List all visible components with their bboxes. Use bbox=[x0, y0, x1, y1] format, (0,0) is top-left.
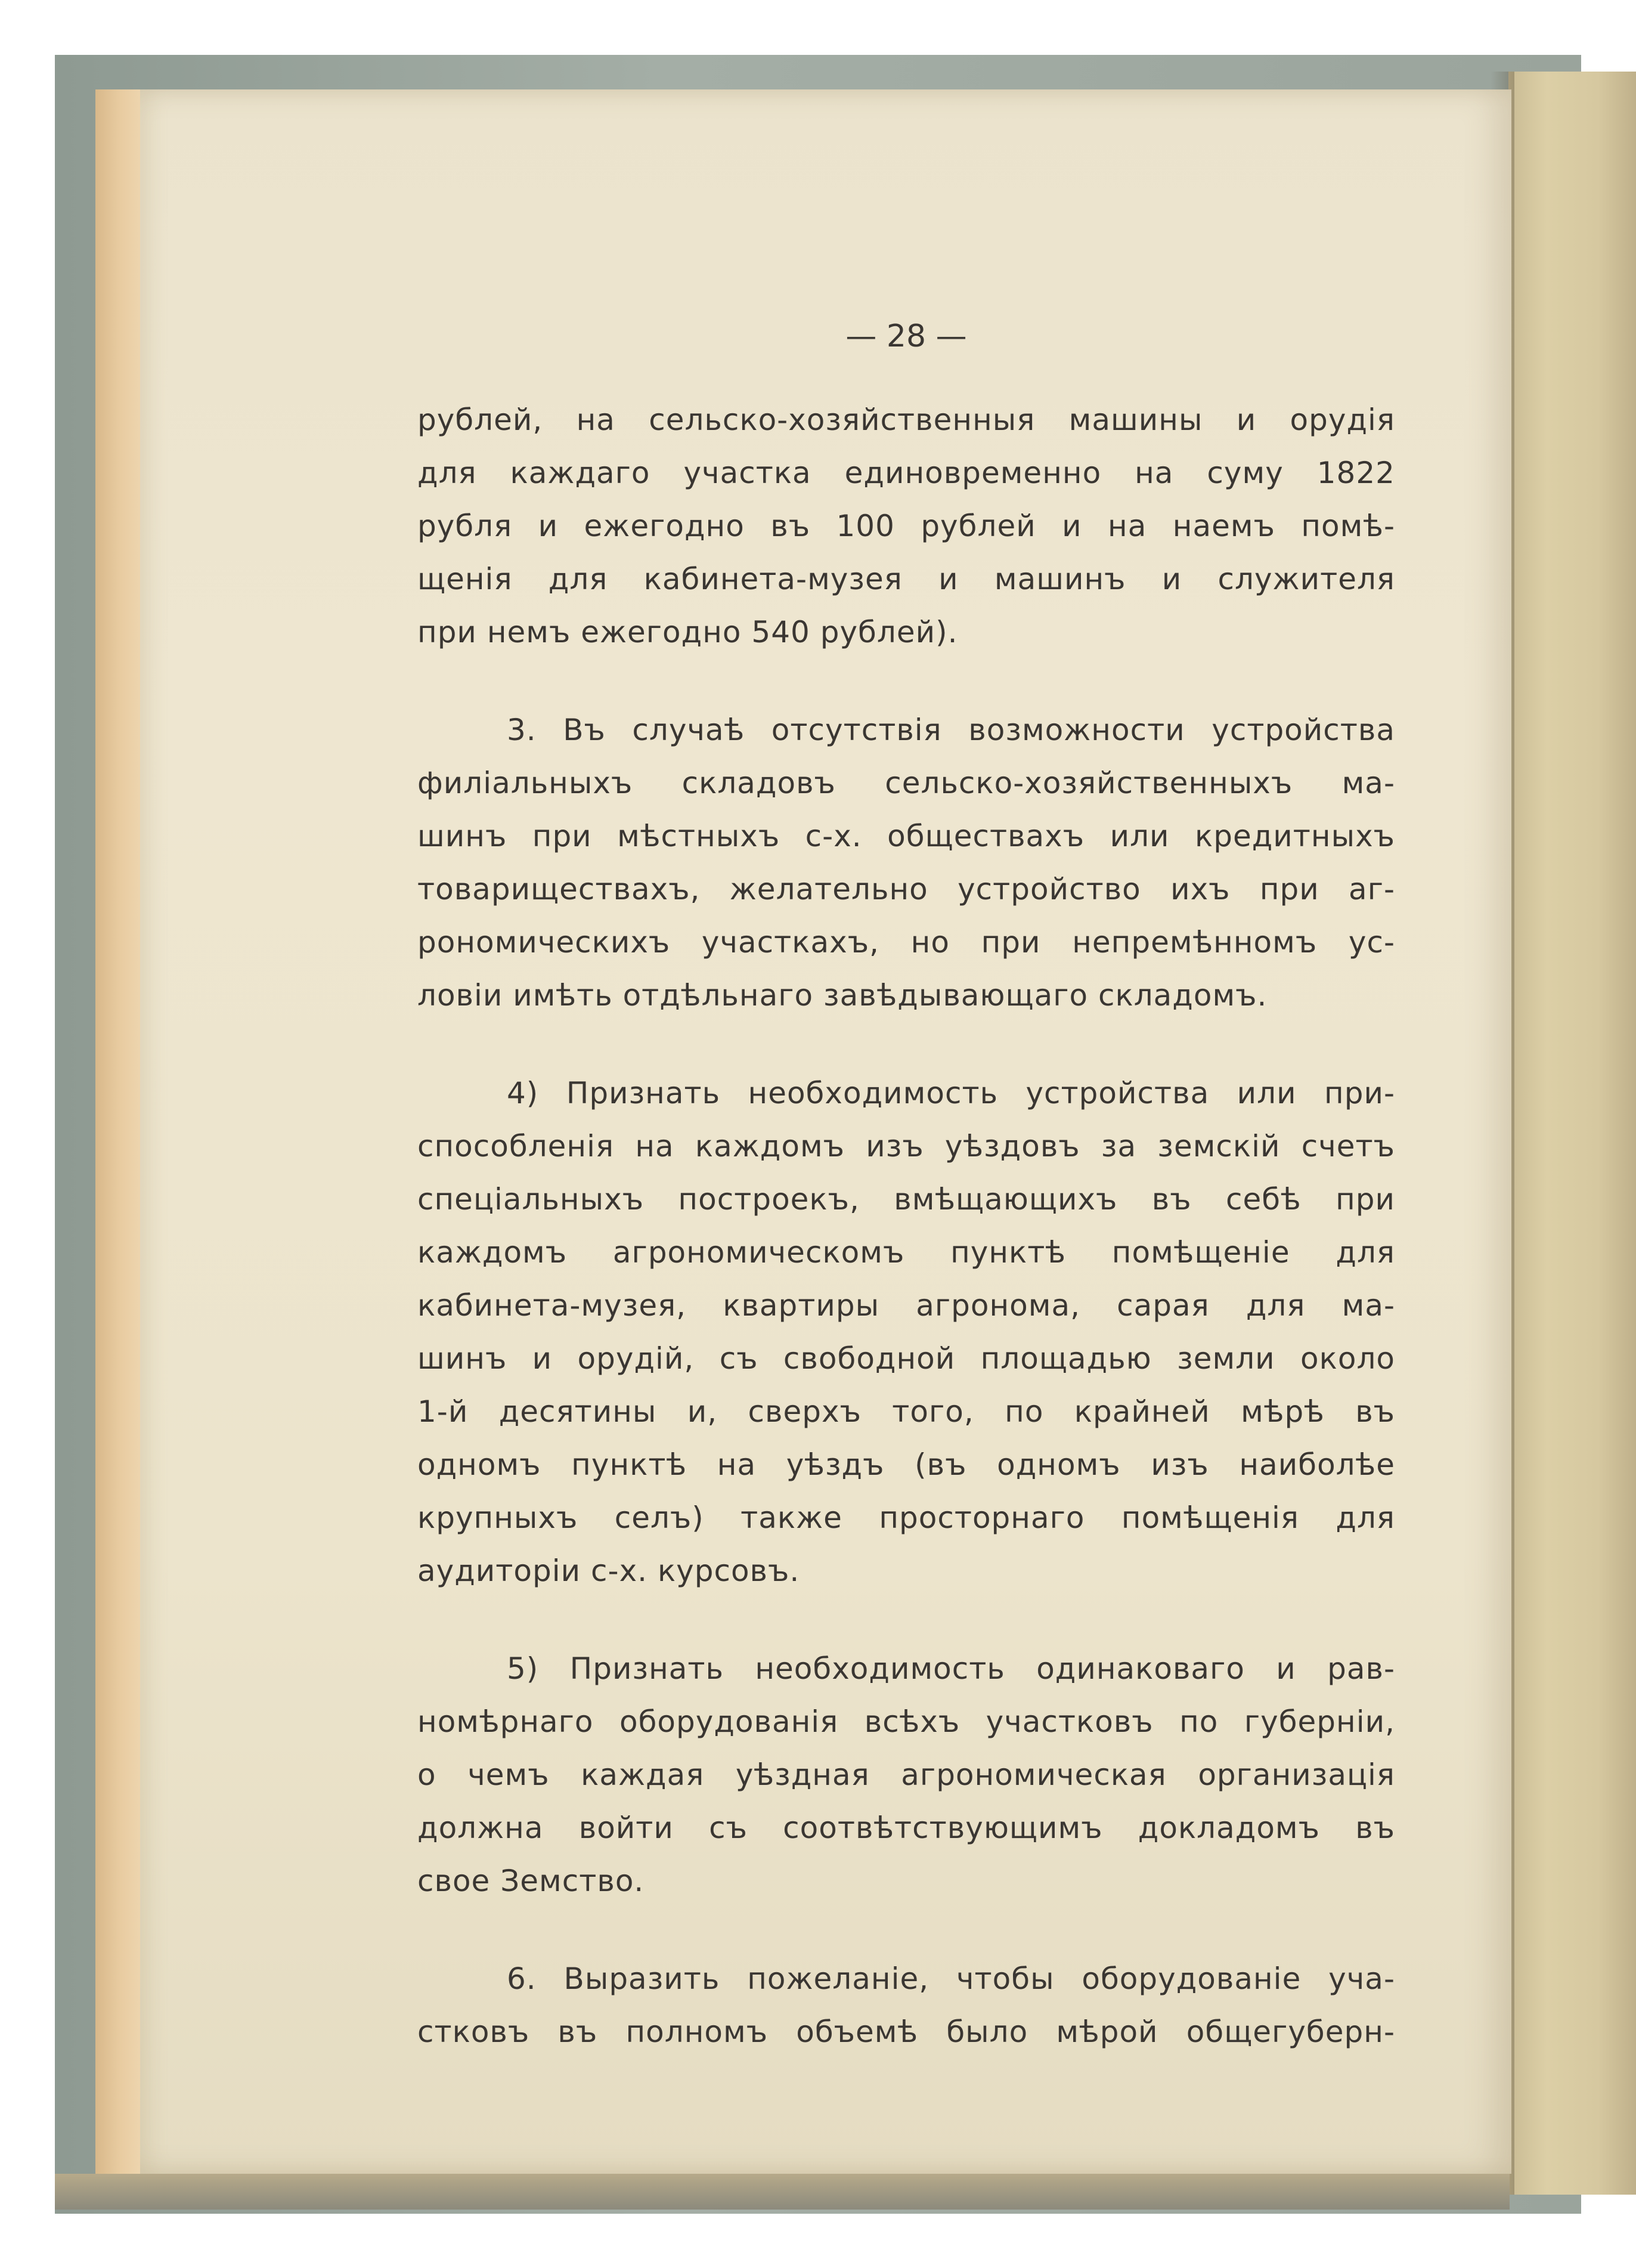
text-line: ловіи имѣть отдѣльнаго завѣдывающаго складомъ. bbox=[417, 978, 1268, 1013]
text-line: способленія на каждомъ изъ уѣздовъ за земскій счетъ bbox=[417, 1129, 1395, 1164]
page-number: — 28 — bbox=[845, 318, 967, 354]
text-line: 5) Признать необходимость одинаковаго и рав- bbox=[507, 1651, 1395, 1686]
text-line: товариществахъ, желательно устройство ихъ при аг- bbox=[417, 872, 1395, 906]
paragraph bbox=[417, 1953, 1395, 2059]
text-line: аудиторіи с-х. курсовъ. bbox=[417, 1554, 800, 1588]
text-line: о чемъ каждая уѣздная агрономическая организація bbox=[417, 1758, 1395, 1792]
text-line: щенія для кабинета-музея и машинъ и служителя bbox=[417, 562, 1395, 596]
text-line: одномъ пунктѣ на уѣздъ (въ одномъ изъ наиболѣе bbox=[417, 1447, 1395, 1482]
text-line: при немъ ежегодно 540 рублей). bbox=[417, 615, 958, 649]
text-line: шинъ при мѣстныхъ с-х. обществахъ или кредитныхъ bbox=[417, 819, 1395, 853]
text-line: спеціальныхъ построекъ, вмѣщающихъ въ себѣ при bbox=[417, 1182, 1395, 1217]
text-line: свое Земство. bbox=[417, 1864, 645, 1898]
text-line: номѣрнаго оборудованія всѣхъ участковъ по губерніи, bbox=[417, 1704, 1395, 1739]
paragraph bbox=[417, 1067, 1395, 1598]
paragraph bbox=[417, 1642, 1395, 1908]
text-line: 3. Въ случаѣ отсутствія возможности устройства bbox=[507, 713, 1395, 747]
text-line: крупныхъ селъ) также просторнаго помѣщенія для bbox=[417, 1500, 1395, 1535]
bottom-edge bbox=[55, 2174, 1510, 2210]
book-cover-edge bbox=[1508, 72, 1636, 2195]
text-line: 1-й десятины и, сверхъ того, по крайней мѣрѣ въ bbox=[417, 1394, 1395, 1429]
text-line: 6. Выразить пожеланіе, чтобы оборудованіе уча- bbox=[507, 1961, 1395, 1996]
paragraph bbox=[417, 704, 1395, 1022]
page-edge bbox=[95, 89, 143, 2177]
text-line: рублей, на сельско-хозяйственныя машины и орудія bbox=[417, 403, 1395, 437]
paragraph bbox=[417, 394, 1395, 659]
text-line: шинъ и орудій, съ свободной площадью земли около bbox=[417, 1341, 1395, 1376]
text-line: каждомъ агрономическомъ пунктѣ помѣщеніе для bbox=[417, 1235, 1395, 1270]
paragraphs bbox=[417, 394, 1395, 2103]
text-line: филіальныхъ складовъ сельско-хозяйственныхъ ма- bbox=[417, 766, 1395, 800]
text-line: 4) Признать необходимость устройства или при- bbox=[507, 1076, 1395, 1110]
text-line: стковъ въ полномъ объемѣ было мѣрой общегуберн- bbox=[417, 2015, 1395, 2049]
text-line: должна войти съ соотвѣтствующимъ докладомъ въ bbox=[417, 1811, 1395, 1845]
text-line: кабинета-музея, квартиры агронома, сарая для ма- bbox=[417, 1288, 1395, 1323]
text-line: для каждаго участка единовременно на суму 1822 bbox=[417, 456, 1395, 490]
text-line: рономическихъ участкахъ, но при непремѣнномъ ус- bbox=[417, 925, 1395, 960]
text-line: рубля и ежегодно въ 100 рублей и на наемъ помѣ- bbox=[417, 509, 1395, 543]
